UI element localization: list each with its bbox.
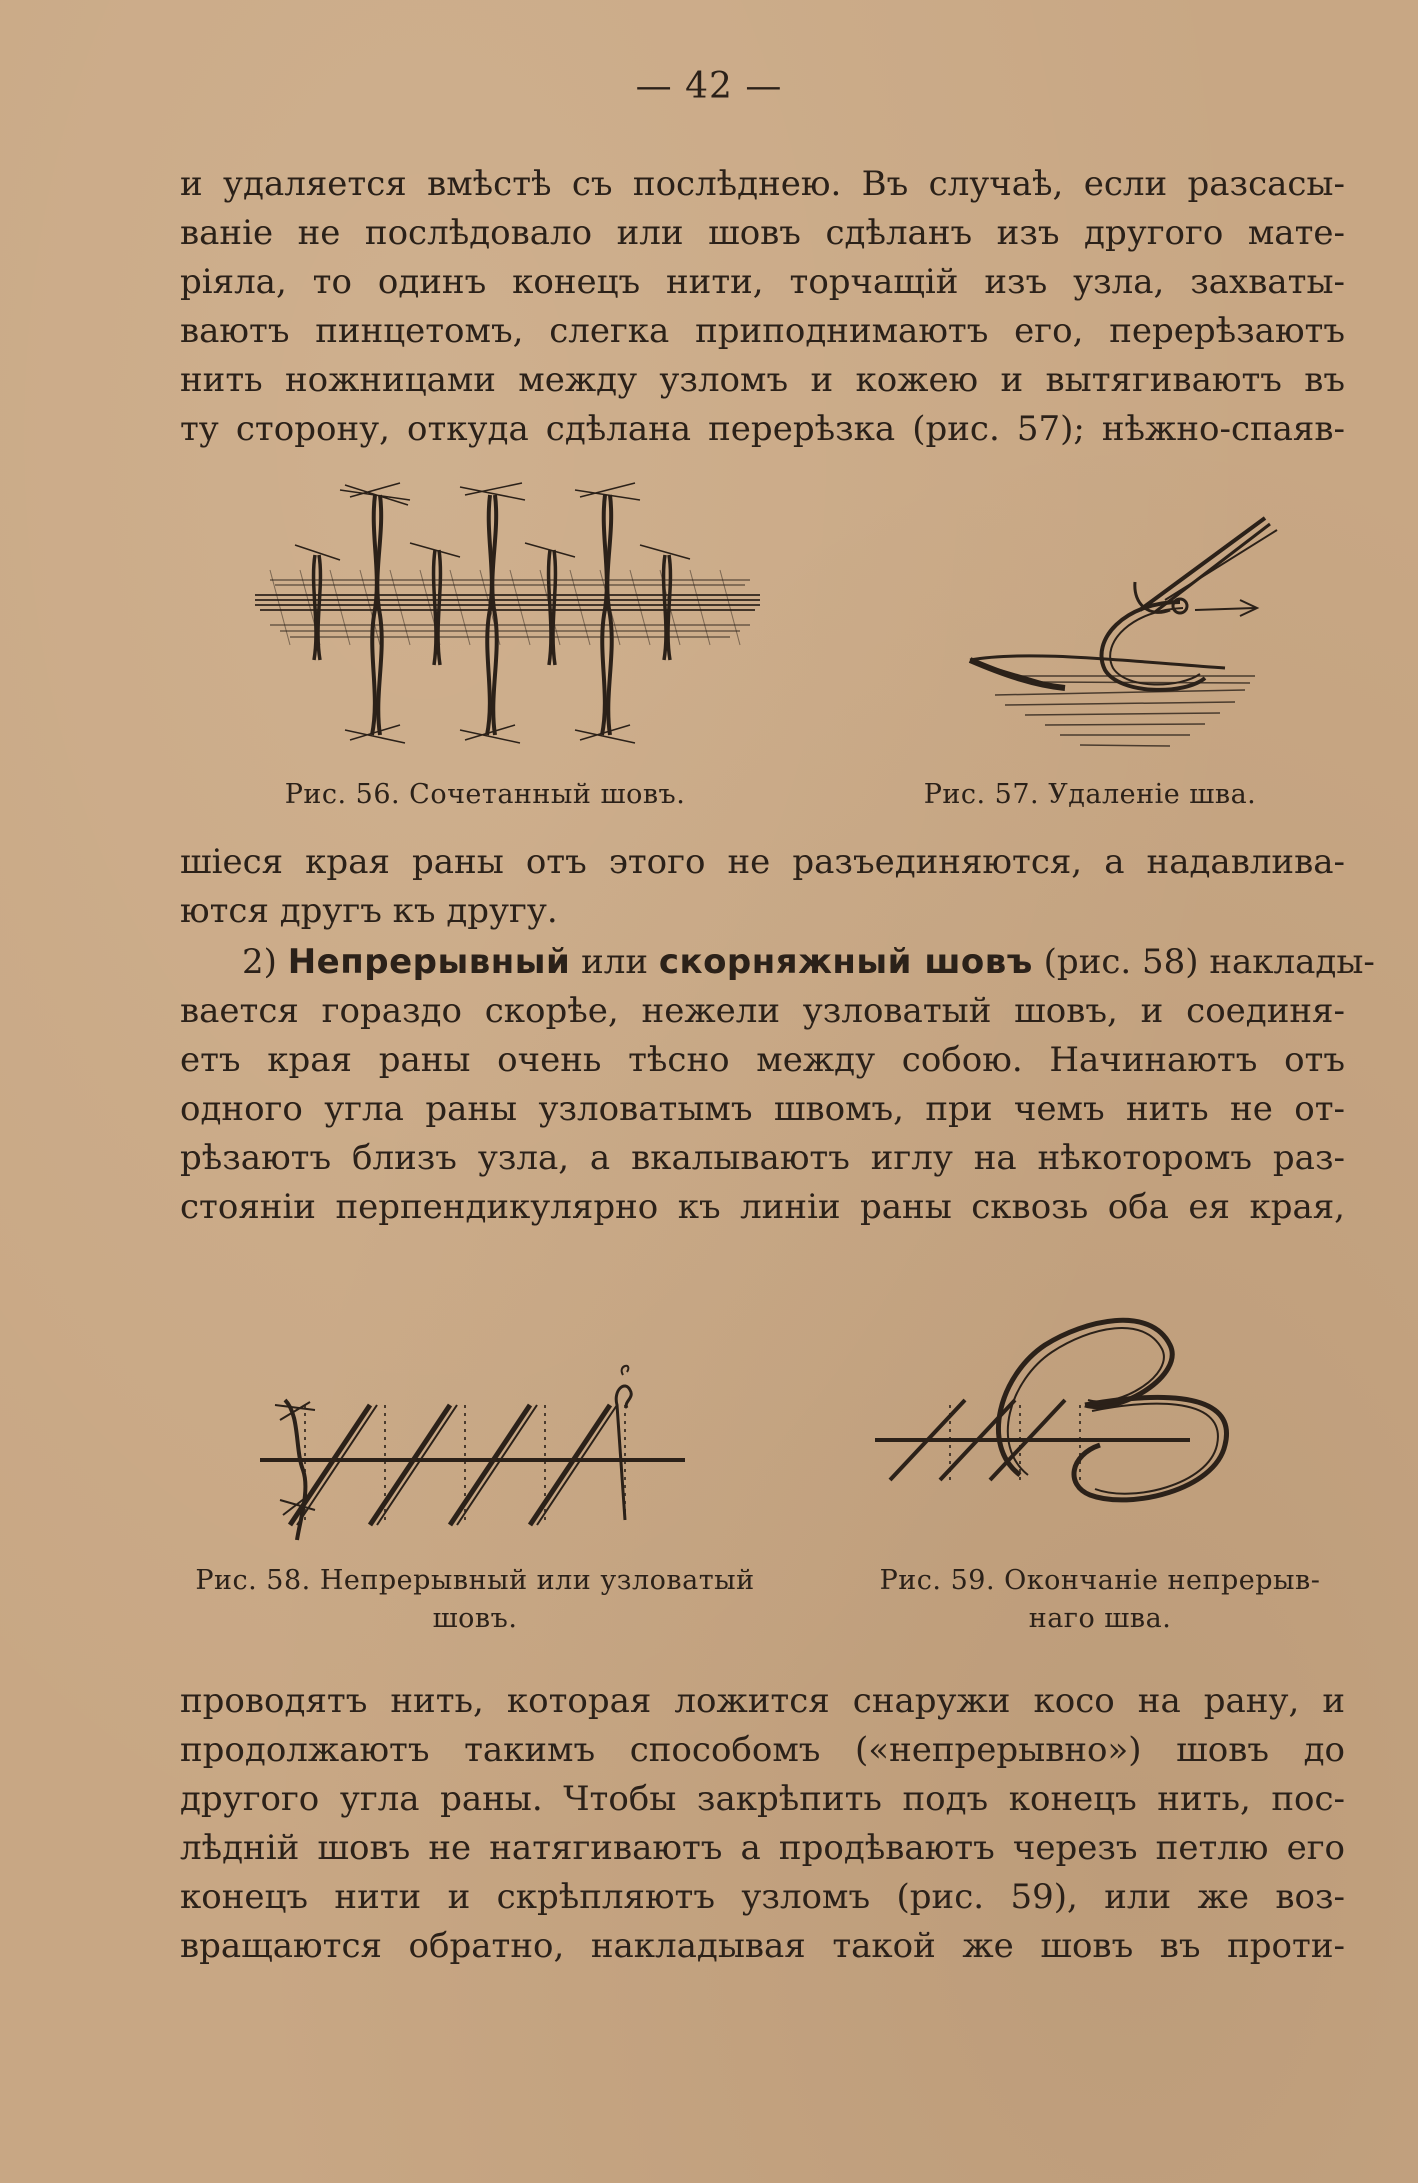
figure-58-caption <box>155 1562 795 1638</box>
text-line: ріяла, то одинъ конецъ нити, торчащій изъ узла, захваты- <box>180 262 1345 302</box>
text-line: вается гораздо скорѣе, нежели узловатый шовъ, и соединя- <box>180 991 1345 1031</box>
figure-58-continuous-suture <box>255 1360 690 1550</box>
term-continuous: Непрерывный <box>287 942 571 982</box>
paragraph-1 <box>180 160 1345 454</box>
or-word: или <box>581 942 649 982</box>
figure-56-caption: Рис. 56. Сочетанный шовъ. <box>284 779 686 810</box>
figure-59-suture-ending <box>870 1285 1260 1525</box>
figure-57-stitch-removal <box>965 510 1285 760</box>
text-line: вращаются обратно, накладывая такой же шовъ въ проти- <box>180 1926 1345 1966</box>
paragraph-3 <box>180 938 1375 1232</box>
text-line: стояніи перпендикулярно къ линіи раны сквозь оба ея края, <box>180 1187 1345 1227</box>
text-line: и удаляется вмѣстѣ съ послѣднею. Въ случаѣ, если разсасы- <box>180 164 1345 204</box>
text-line: продолжаютъ такимъ способомъ («непрерывно») шовъ до <box>180 1730 1345 1770</box>
figure-59-caption <box>850 1562 1350 1638</box>
text-line: конецъ нити и скрѣпляютъ узломъ (рис. 59), или же воз- <box>180 1877 1345 1917</box>
text-line: лѣдній шовъ не натягиваютъ а продѣваютъ черезъ петлю его <box>180 1828 1345 1868</box>
text-line: ваютъ пинцетомъ, слегка приподнимаютъ его, перерѣзаютъ <box>180 311 1345 351</box>
page-number: — 42 — <box>635 66 783 107</box>
text-line: другого угла раны. Чтобы закрѣпить подъ конецъ нить, пос- <box>180 1779 1345 1819</box>
list-number: 2) <box>242 942 277 982</box>
text-fragment: (рис. 58) наклады- <box>1043 942 1375 982</box>
figure-58-caption-line-2: шовъ. <box>432 1603 518 1634</box>
text-line: проводятъ нить, которая ложится снаружи косо на рану, и <box>180 1681 1345 1721</box>
text-line: одного угла раны узловатымъ швомъ, при чемъ нить не от- <box>180 1089 1345 1129</box>
text-line: ваніе не послѣдовало или шовъ сдѣланъ изъ другого мате- <box>180 213 1345 253</box>
text-line <box>180 938 1375 987</box>
paragraph-2 <box>180 838 1345 936</box>
text-line: шіеся края раны отъ этого не разъединяются, а надавлива- <box>180 842 1345 882</box>
text-line: ются другъ къ другу. <box>180 891 558 931</box>
text-line: рѣзаютъ близъ узла, а вкалываютъ иглу на нѣкоторомъ раз- <box>180 1138 1345 1178</box>
text-line: етъ края раны очень тѣсно между собою. Начинаютъ отъ <box>180 1040 1345 1080</box>
figure-59-caption-line-1: Рис. 59. Окончаніе непрерыв- <box>879 1565 1321 1596</box>
text-line: ту сторону, откуда сдѣлана перерѣзка (рис. 57); нѣжно-спаяв- <box>180 409 1345 449</box>
figure-59-caption-line-2: наго шва. <box>1028 1603 1172 1634</box>
term-furrier: скорняжный шовъ <box>658 942 1033 982</box>
paragraph-4 <box>180 1677 1345 1971</box>
figure-58-caption-line-1: Рис. 58. Непрерывный или узловатый <box>195 1565 755 1596</box>
figure-57-caption: Рис. 57. Удаленіе шва. <box>923 779 1257 810</box>
text-line: нить ножницами между узломъ и кожею и вытягиваютъ въ <box>180 360 1345 400</box>
figure-56-combined-suture <box>250 475 770 755</box>
